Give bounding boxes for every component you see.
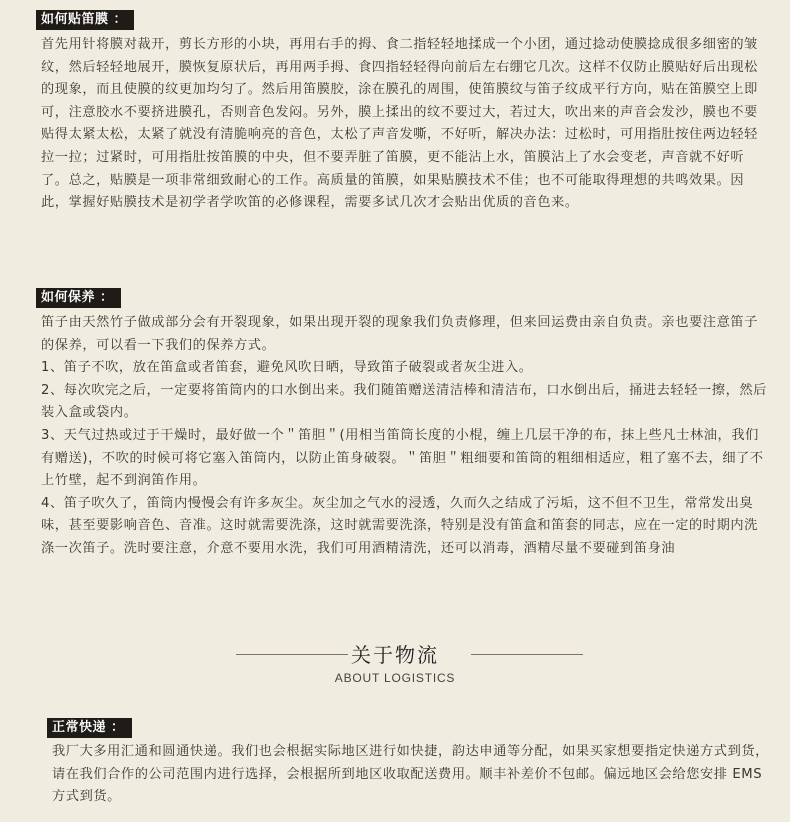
header-divider-right [471, 654, 583, 655]
maintenance-item-1: 1、笛子不吹，放在笛盒或者笛套，避免风吹日晒，导致笛子破裂或者灰尘进入。 [41, 360, 533, 376]
logistics-title: 关于物流 [351, 643, 439, 667]
section-heading-film: 如何贴笛膜 ： [36, 10, 134, 30]
maintenance-item-4: 4、笛子吹久了，笛筒内慢慢会有许多灰尘。灰尘加之气水的浸透，久而久之结成了污垢，这不但不卫生，常常发出臭味，甚至要影响音色、音准。这时就需要洗涤，这时就需要洗涤，特别是没有笛盒和笛套的同志，应在一定的时期内洗涤一次笛子。洗时要注意，介意不要用水洗，我们可用酒精清洗，还可以消毒，酒精尽量不要碰到笛身油 [41, 495, 758, 556]
film-instructions-paragraph: 首先用针将膜对裁开，剪长方形的小块，再用右手的拇、食二指轻轻地揉成一个小团，通过捻动使膜捻成很多细密的皱纹，然后轻轻地展开，膜恢复原状后，再用两手拇、食四指轻轻得向前后左右绷它几次。这样不仅防止膜贴好后出现松的现象，而且使膜的纹更加均匀了。然后用笛膜胶，涂在膜孔的周围，使笛膜纹与笛子纹成平行方向，贴在笛膜空上即可，注意胶水不要挤进膜孔，否则音色发闷。另外，膜上揉出的纹不要过大，若过大，吹出来的声音会发沙，膜也不要贴得太紧太松，太紧了就没有清脆响亮的音色，太松了声音发嘶，不好听，解决办法：过松时，可用指肚按住两边轻轻拉一拉；过紧时，可用指肚按笛膜的中央，但不要弄脏了笛膜，更不能沾上水，笛膜沾上了水会变老，声音就不好听了。总之，贴膜是一项非常细致耐心的工作。高质量的笛膜，如果贴膜技术不佳；也不可能取得理想的共鸣效果。因此，掌握好贴膜技术是初学者学吹笛的必修课程，需要多试几次才会贴出优质的音色来。 [41, 37, 758, 211]
maintenance-intro: 笛子由天然竹子做成部分会有开裂现象，如果出现开裂的现象我们负责修理，但来回运费由亲自负责。亲也要注意笛子的保养，可以看一下我们的保养方式。 [41, 315, 758, 353]
section-heading-express: 正常快递 ： [47, 718, 132, 738]
section-heading-maintenance: 如何保养 ： [36, 288, 121, 308]
film-instructions-text [41, 34, 771, 215]
logistics-subtitle: ABOUT LOGISTICS [334, 671, 456, 685]
express-text [52, 741, 774, 809]
logistics-section-header [0, 636, 790, 696]
express-paragraph: 我厂大多用汇通和圆通快递。我们也会根据实际地区进行如快捷，韵达申通等分配，如果买家想要指定快递方式到货，请在我们合作的公司范围内进行选择，会根据所到地区收取配送费用。顺丰补差价不包邮。偏远地区会给您安排 EMS 方式到货。 [52, 744, 769, 805]
maintenance-item-2: 2、每次吹完之后，一定要将笛筒内的口水倒出来。我们随笛赠送清洁棒和清洁布，口水倒出后，捅进去轻轻一擦，然后装入盒或袋内。 [41, 382, 767, 421]
maintenance-text [41, 312, 771, 561]
maintenance-item-3: 3、天气过热或过于干燥时，最好做一个＂笛胆＂(用相当笛筒长度的小棍，缠上几层干净的布，抹上些凡士林油，我们有赠送)，不吹的时候可将它塞入笛筒内，以防止笛身破裂。＂笛胆＂粗细要和笛筒的粗细相适应，粗了塞不去，细了不上竹壁，起不到润笛作用。 [41, 427, 764, 489]
